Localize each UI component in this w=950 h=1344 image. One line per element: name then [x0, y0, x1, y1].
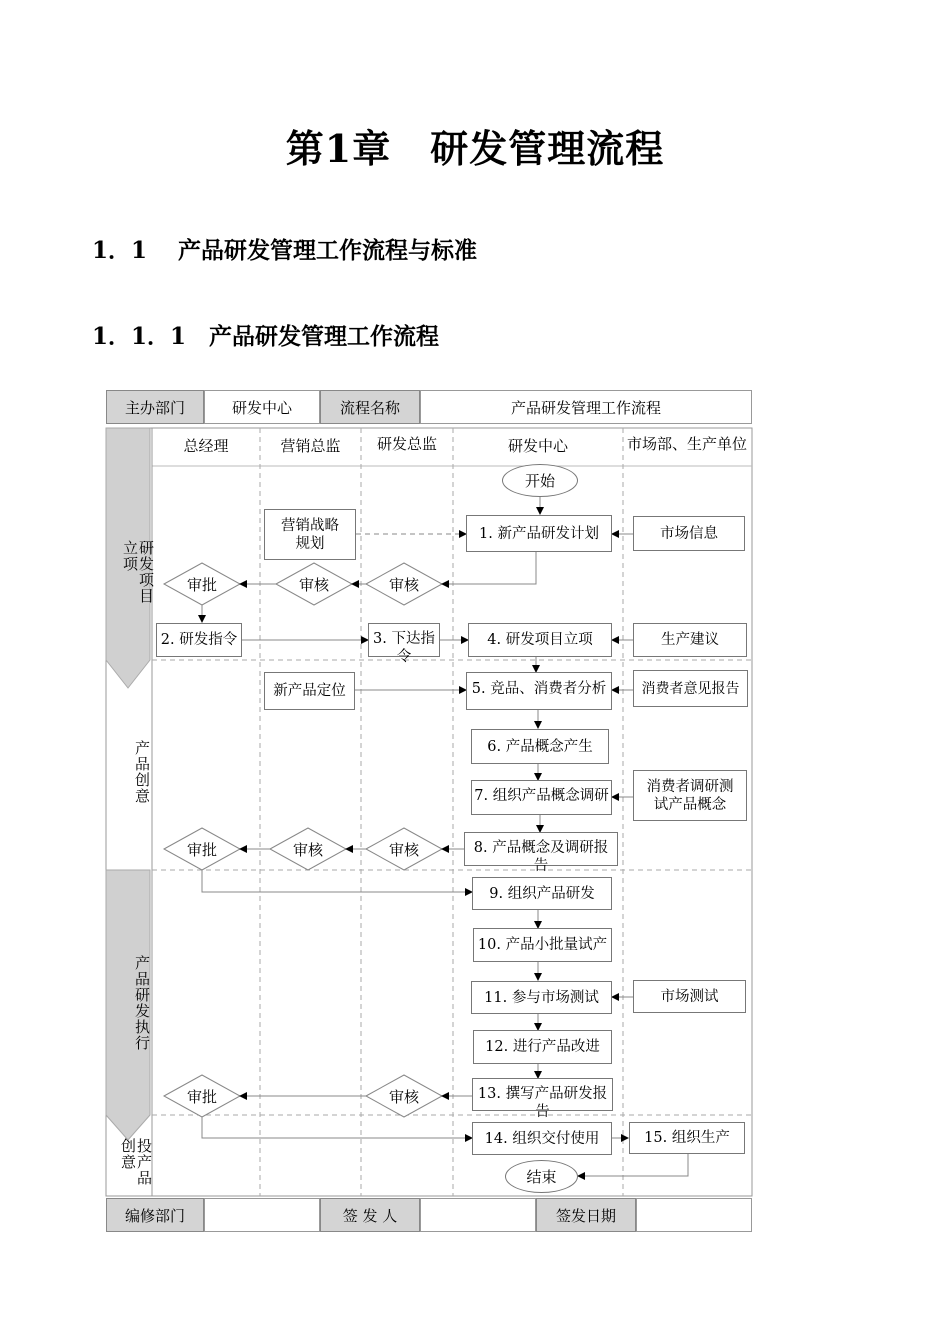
section-title: 1．1 产品研发管理工作流程与标准	[92, 237, 478, 264]
step1-box: 1. 新产品研发计划	[466, 515, 612, 552]
step15-box: 15. 组织生产	[629, 1122, 745, 1154]
step5-box: 5. 竞品、消费者分析	[466, 672, 612, 710]
marketing-strategy-box: 营销战略规划	[264, 509, 356, 560]
approve2-label: 审批	[186, 840, 217, 859]
review2-rd-label: 审核	[388, 840, 419, 859]
lane-gm: 总经理	[183, 437, 229, 455]
review1-rd-label: 审核	[388, 575, 419, 594]
step13-box: 13. 撰写产品研发报告	[472, 1078, 613, 1111]
review2-marketing-label: 审核	[292, 840, 323, 859]
step14-box: 14. 组织交付使用	[472, 1122, 612, 1155]
lane-marketing-director: 营销总监	[280, 437, 341, 455]
step7-box: 7. 组织产品概念调研	[471, 780, 612, 815]
phase-label-production: 投产品创意	[119, 1138, 153, 1186]
step2-box: 2. 研发指令	[156, 623, 242, 657]
chapter-title: 第1章 研发管理流程	[285, 126, 665, 171]
signer-label: 签 发 人	[320, 1198, 420, 1232]
step3-box: 3. 下达指令	[368, 623, 440, 657]
production-advice-box: 生产建议	[633, 623, 747, 657]
market-info-box: 市场信息	[633, 516, 745, 551]
dept-label: 主办部门	[106, 390, 204, 424]
step8-box: 8. 产品概念及调研报告	[464, 832, 618, 866]
subsection-title: 1．1．1 产品研发管理工作流程	[92, 323, 440, 350]
signer-value	[420, 1198, 536, 1232]
sign-date-value	[636, 1198, 752, 1232]
end-node: 结束	[505, 1160, 578, 1193]
consumer-report-box: 消费者意见报告	[633, 670, 748, 707]
review1-marketing-label: 审核	[298, 575, 329, 594]
lane-rd-director: 研发总监	[376, 435, 437, 453]
step9-box: 9. 组织产品研发	[472, 877, 612, 910]
process-name-label: 流程名称	[320, 390, 420, 424]
phase-label-creative: 产品创意	[133, 740, 151, 804]
phase-label-initiation: 研发项目立项	[121, 540, 155, 604]
step6-box: 6. 产品概念产生	[471, 729, 609, 764]
approve1-label: 审批	[186, 575, 217, 594]
market-test-box: 市场测试	[633, 980, 746, 1013]
step4-box: 4. 研发项目立项	[468, 623, 612, 657]
lane-rd-center: 研发中心	[507, 437, 568, 455]
edit-dept-label: 编修部门	[106, 1198, 204, 1232]
lane-market-production: 市场部、生产单位	[626, 435, 747, 453]
start-node: 开始	[502, 464, 578, 497]
process-name-value: 产品研发管理工作流程	[420, 390, 752, 424]
consumer-test-box: 消费者调研测试产品概念	[633, 770, 747, 821]
step11-box: 11. 参与市场测试	[471, 981, 612, 1014]
review3-rd-label: 审核	[388, 1087, 419, 1106]
step10-box: 10. 产品小批量试产	[473, 928, 612, 962]
edit-dept-value	[204, 1198, 320, 1232]
dept-value: 研发中心	[204, 390, 320, 424]
approve3-label: 审批	[186, 1087, 217, 1106]
sign-date-label: 签发日期	[536, 1198, 636, 1232]
phase-label-execution: 产品研发执行	[133, 955, 151, 1051]
new-product-position-box: 新产品定位	[264, 672, 355, 710]
step12-box: 12. 进行产品改进	[473, 1030, 612, 1064]
